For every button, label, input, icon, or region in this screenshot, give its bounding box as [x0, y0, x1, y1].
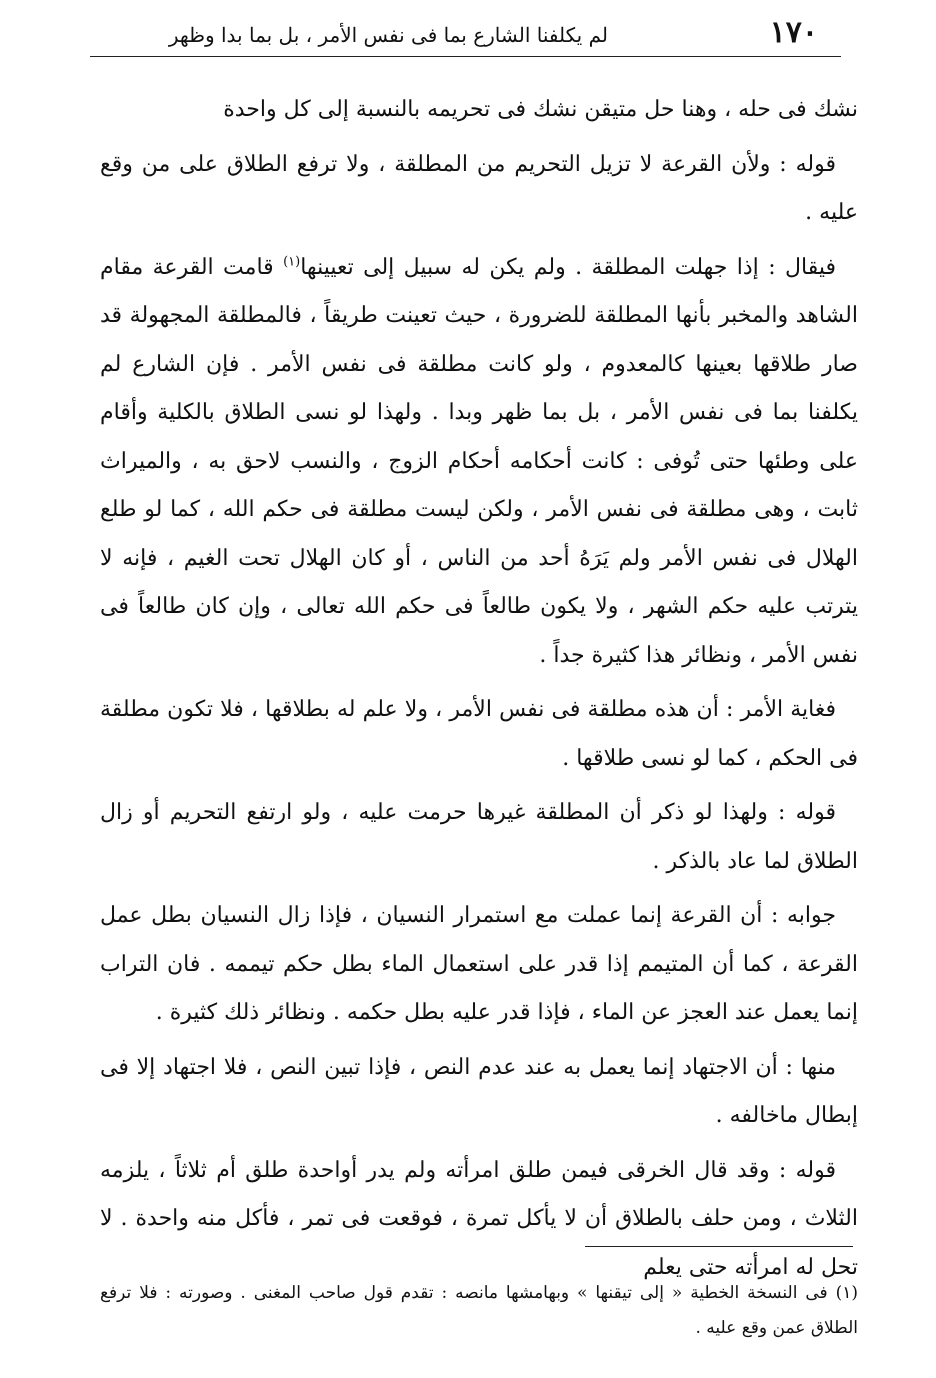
footnote: [100, 1276, 858, 1346]
header-rule: [90, 56, 841, 57]
page-number: ١٧٠: [769, 15, 818, 50]
footnote-marker: (١): [283, 254, 301, 270]
paragraph: قوله : وقد قال الخرقى فيمن طلق امرأته ولم يدر أواحدة طلق أم ثلاثاً ، يلزمه الثلاث ، ومن حلف بالطلاق أن لا يأكل تمرة ، فوقعت فى تمر ، فأكل منه واحدة . لا تحل له امرأته حتى يعلم: [100, 1157, 858, 1280]
paragraph: [100, 244, 858, 681]
paragraph: جوابه : أن القرعة إنما عملت مع استمرار النسيان ، فإذا زال النسيان بطل عمل القرعة ، كما أن المتيمم إذا قدر على استعمال الماء بطل حكم تيممه . فان التراب إنما يعمل عند العجز عن الماء ، فإذا قدر عليه بطل حكمه . ونظائر ذلك كثيرة .: [100, 903, 858, 1025]
page-header: [90, 14, 818, 54]
paragraph: نشك فى حله ، وهنا حل متيقن نشك فى تحريمه بالنسبة إلى كل واحدة: [223, 97, 858, 122]
footnote-text: (١) فى النسخة الخطية « إلى تيقنها » وبهامشها مانصه : تقدم قول صاحب المغنى . وصورته : فلا ترفع الطلاق عمن وقع عليه .: [100, 1283, 858, 1338]
running-head: لم يكلفنا الشارع بما فى نفس الأمر ، بل بما بدا وظهر: [168, 23, 608, 47]
paragraph: قوله : ولهذا لو ذكر أن المطلقة غيرها حرمت عليه ، ولو ارتفع التحريم أو زال الطلاق لما عاد بالذكر .: [100, 800, 858, 874]
paragraph: منها : أن الاجتهاد إنما يعمل به عند عدم النص ، فإذا تبين النص ، فلا اجتهاد إلا فى إبطال ماخالفه .: [100, 1054, 858, 1128]
footnote-rule: [585, 1246, 853, 1247]
paragraph: فغاية الأمر : أن هذه مطلقة فى نفس الأمر ، ولا علم له بطلاقها ، فلا تكون مطلقة فى الحكم ، كما لو نسى طلاقها .: [100, 697, 858, 771]
paragraph-text: قامت القرعة مقام الشاهد والمخبر بأنها المطلقة للضرورة ، حيث تعينت طريقاً ، فالمطلقة المجهولة قد صار طلاقها بعينها كالمعدوم ، ولو كانت مطلقة فى نفس الأمر . فإن الشارع لم يكلفنا بما فى نفس الأمر ، بل بما ظهر وبدا . ولهذا لو نسى الطلاق بالكلية وأقام على وطئها حتى تُوفى : كانت أحكامه أحكام الزوج ، والنسب لاحق به ، والميراث ثابت ، وهى مطلقة فى نفس الأمر ، ولكن ليست مطلقة فى حكم الله ، كما لو طلع الهلال فى نفس الأمر ولم يَرَهُ أحد من الناس ، أو كان الهلال تحت الغيم ، فإنه لا يترتب عليه حكم الشهر ، ولا يكون طالعاً فى حكم الله تعالى ، وإن كان طالعاً فى نفس الأمر ، ونظائر هذا كثيرة جداً .: [100, 254, 858, 668]
paragraph: قوله : ولأن القرعة لا تزيل التحريم من المطلقة ، ولا ترفع الطلاق على من وقع عليه .: [100, 151, 858, 225]
main-text: [100, 86, 858, 1298]
paragraph-text: فيقال : إذا جهلت المطلقة . ولم يكن له سبيل إلى تعيينها: [300, 254, 836, 280]
